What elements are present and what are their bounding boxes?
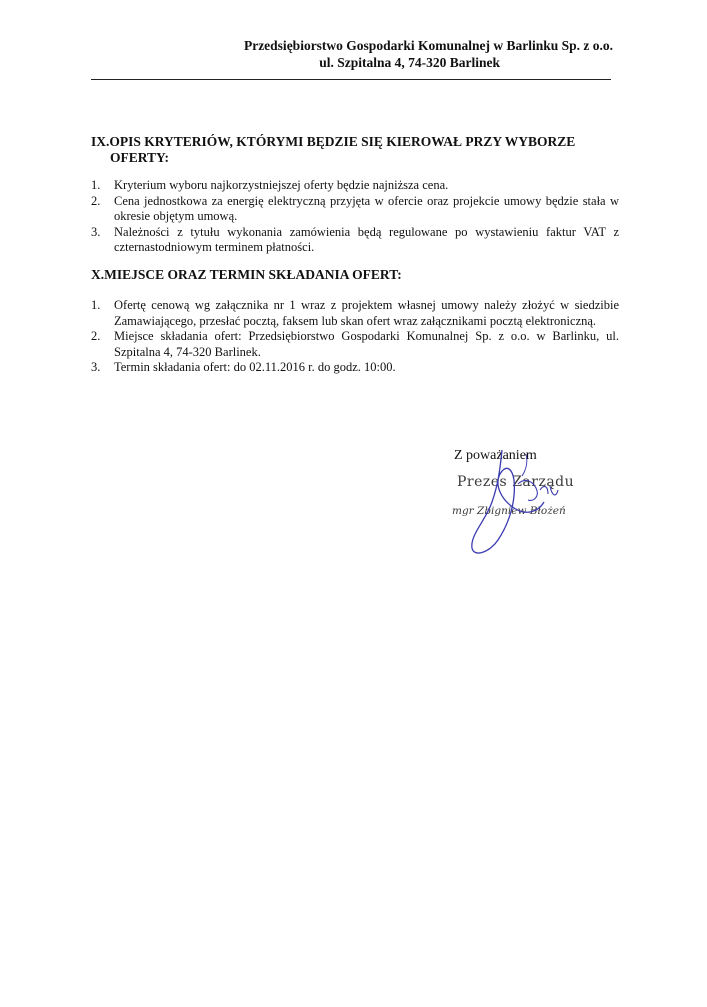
list-item-text: Cena jednostkowa za energię elektryczną przyjęta w ofercie oraz projekcie umowy będzie stała w okresie objętym umową. [114, 193, 619, 223]
stamp-title: Prezes Zarządu [457, 474, 575, 490]
company-address: ul. Szpitalna 4, 74-320 Barlinek [319, 55, 500, 70]
section-9-list [91, 178, 619, 256]
list-item [91, 329, 619, 360]
company-name: Przedsiębiorstwo Gospodarki Komunalnej w Barlinku Sp. z o.o. [243, 38, 613, 53]
closing-greeting: Z poważaniem [454, 448, 537, 463]
list-item-text: Termin składania ofert: do 02.11.2016 r. do godz. 10:00. [114, 360, 396, 374]
list-item-number: 1. [91, 178, 101, 192]
list-item-number: 3. [91, 224, 101, 239]
section-9-heading [91, 134, 611, 166]
list-item-text: Ofertę cenową wg załącznika nr 1 wraz z projektem własnej umowy należy złożyć w siedzibie Zamawiającego, przesłać pocztą, faksem lub skan ofert wraz załącznikami pocztą elektroniczną. [114, 298, 619, 328]
list-item-text: Należności z tytułu wykonania zamówienia będą regulowane po wystawieniu faktur VAT z czternastodniowym terminem płatności. [114, 224, 619, 254]
handwritten-signature [440, 440, 590, 560]
list-item-text: Kryterium wyboru najkorzystniejszej oferty będzie najniższa cena. [114, 178, 449, 192]
stamp-name: mgr Zbigniew Błożeń [452, 505, 566, 517]
list-item-number: 3. [91, 360, 101, 374]
list-item [91, 298, 619, 329]
section-9-heading-line2: OFERTY: [110, 150, 170, 165]
header-divider [91, 79, 611, 80]
list-item [91, 360, 619, 376]
section-9-heading-line1: IX.OPIS KRYTERIÓW, KTÓRYMI BĘDZIE SIĘ KIEROWAŁ PRZY WYBORZE [91, 134, 576, 149]
list-item [91, 178, 619, 194]
list-item [91, 225, 619, 256]
list-item-number: 2. [91, 193, 101, 208]
list-item-text: Miejsce składania ofert: Przedsiębiorstwo Gospodarki Komunalnej Sp. z o.o. w Barlinku, ul. Szpitalna 4, 74-320 Barlinek. [114, 329, 619, 359]
section-10-list [91, 298, 619, 376]
list-item [91, 194, 619, 225]
section-10-heading: X.MIEJSCE ORAZ TERMIN SKŁADANIA OFERT: [91, 267, 402, 282]
list-item-number: 1. [91, 298, 101, 312]
list-item-number: 2. [91, 329, 101, 343]
